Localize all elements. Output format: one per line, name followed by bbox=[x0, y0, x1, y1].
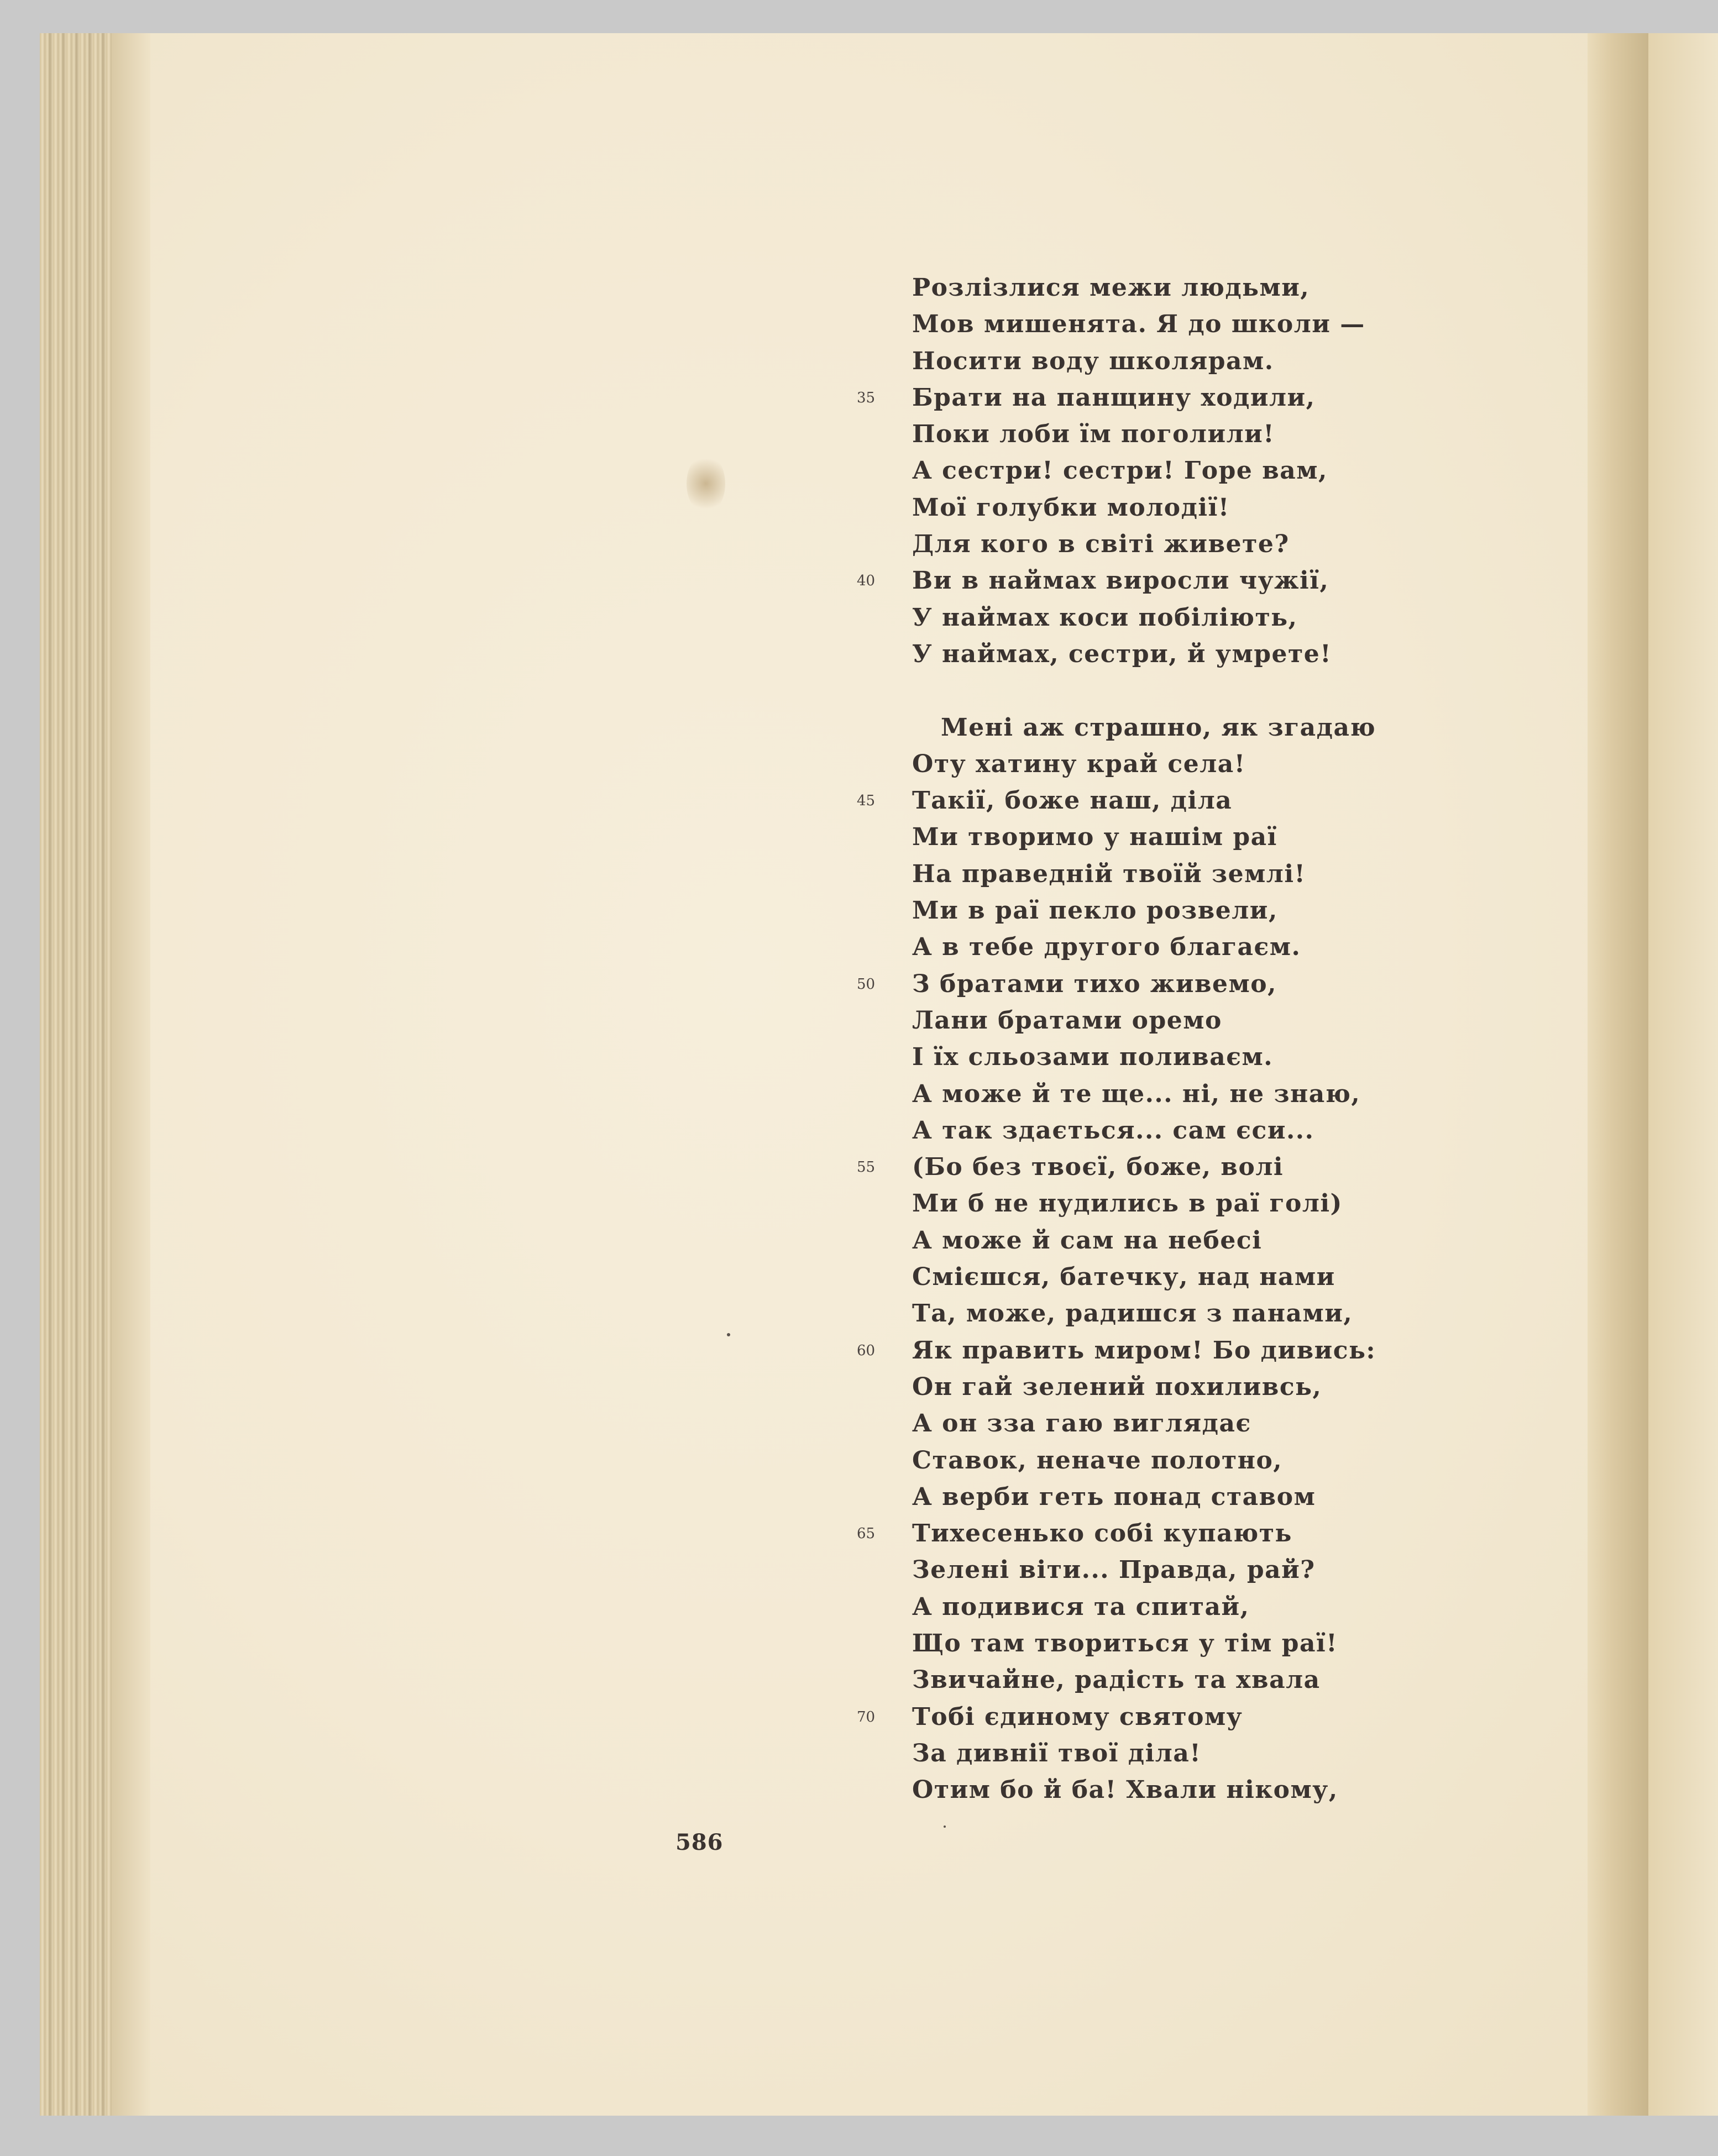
stanza-break bbox=[912, 673, 1410, 709]
verse-text: Такії, боже наш, діла bbox=[912, 786, 1233, 815]
verse-line bbox=[857, 783, 1410, 819]
verse-line bbox=[857, 966, 1410, 1003]
verse-text: Мої голубки молодії! bbox=[912, 493, 1230, 522]
verse-text: А може й сам на небесі bbox=[912, 1226, 1263, 1255]
verse-line bbox=[912, 600, 1410, 636]
verse-line bbox=[912, 526, 1410, 563]
verse-line bbox=[912, 343, 1410, 380]
line-number: 40 bbox=[857, 573, 876, 590]
verse-line bbox=[912, 1662, 1410, 1698]
verse-line bbox=[912, 1405, 1410, 1442]
verse-text: А сестри! сестри! Горе вам, bbox=[912, 457, 1328, 485]
verse-text: Брати на панщину ходили, bbox=[912, 383, 1316, 412]
verse-text: А подивися та спитай, bbox=[912, 1592, 1250, 1621]
verse-line bbox=[857, 1333, 1410, 1369]
verse-text: Он гай зелений похиливсь, bbox=[912, 1372, 1322, 1401]
page-number: 586 bbox=[675, 1829, 724, 1855]
verse-line bbox=[912, 453, 1410, 489]
facing-page-edge bbox=[1648, 33, 1718, 2116]
verse-text: Отим бо й ба! Хвали нікому, bbox=[912, 1776, 1338, 1804]
verse-text: Ми творимо у нашім раї bbox=[912, 823, 1277, 852]
verse-line bbox=[912, 306, 1410, 343]
verse-text: А так здається... сам єси... bbox=[912, 1116, 1314, 1145]
line-number: 45 bbox=[857, 793, 876, 810]
verse-line bbox=[912, 1259, 1410, 1295]
verse-text: Розлізлися межи людьми, bbox=[912, 274, 1310, 302]
verse-text: Оту хатину край села! bbox=[912, 749, 1246, 778]
verse-line bbox=[912, 1039, 1410, 1076]
verse-line bbox=[912, 1442, 1410, 1479]
verse-line bbox=[912, 490, 1410, 526]
verse-text: У наймах коси побіліють, bbox=[912, 603, 1298, 632]
verse-line bbox=[912, 893, 1410, 929]
verse-line bbox=[912, 819, 1410, 856]
verse-line bbox=[912, 1185, 1410, 1222]
book-spread bbox=[40, 33, 1718, 2116]
verse-text: Для кого в світі живете? bbox=[912, 530, 1290, 559]
verse-text: Смієшся, батечку, над нами bbox=[912, 1263, 1335, 1292]
line-number: 50 bbox=[857, 975, 876, 993]
verse-line bbox=[912, 636, 1410, 673]
verse-text: З братами тихо живемо, bbox=[912, 969, 1277, 998]
verse-line bbox=[912, 1223, 1410, 1259]
page-edges bbox=[40, 33, 152, 2116]
book-page bbox=[150, 33, 1637, 2116]
verse-text: А може й те ще... ні, не знаю, bbox=[912, 1079, 1361, 1108]
paper-speck bbox=[944, 1825, 946, 1828]
verse-line bbox=[912, 416, 1410, 453]
verse-text: А в тебе другого благаєм. bbox=[912, 933, 1301, 962]
verse-text: Мені аж страшно, як згадаю bbox=[941, 713, 1376, 742]
verse-text: За дивнії твої діла! bbox=[912, 1739, 1202, 1767]
verse-line bbox=[912, 1295, 1410, 1332]
verse-line bbox=[912, 856, 1410, 893]
verse-line bbox=[912, 710, 1410, 746]
verse-text: Носити воду школярам. bbox=[912, 347, 1274, 375]
verse-line bbox=[912, 1369, 1410, 1405]
verse-line bbox=[912, 1076, 1410, 1113]
verse-line bbox=[912, 746, 1410, 783]
verse-text: Звичайне, радість та хвала bbox=[912, 1666, 1321, 1695]
verse-text: Що там твориться у тім раї! bbox=[912, 1629, 1338, 1657]
verse-text: Ми в раї пекло розвели, bbox=[912, 896, 1278, 925]
verse-text: Та, може, радишся з панами, bbox=[912, 1299, 1353, 1328]
verse-line bbox=[857, 1515, 1410, 1552]
verse-text: Як править миром! Бо дивись: bbox=[912, 1336, 1376, 1365]
verse-line bbox=[857, 563, 1410, 599]
verse-text: Ви в наймах виросли чужії, bbox=[912, 566, 1329, 595]
verse-text: Ставок, неначе полотно, bbox=[912, 1446, 1283, 1475]
verse-line bbox=[857, 1699, 1410, 1735]
verse-text: Лани братами оремо bbox=[912, 1006, 1222, 1035]
verse-text: Поки лоби їм поголили! bbox=[912, 420, 1275, 449]
line-number: 55 bbox=[857, 1159, 876, 1176]
verse-line bbox=[912, 1735, 1410, 1772]
verse-line bbox=[912, 929, 1410, 966]
paper-stain bbox=[687, 453, 725, 514]
verse-line bbox=[912, 270, 1410, 306]
verse-line bbox=[912, 1003, 1410, 1039]
book-gutter bbox=[1588, 33, 1648, 2116]
verse-line bbox=[912, 1113, 1410, 1149]
verse-line bbox=[857, 1149, 1410, 1185]
verse-text: (Бо без твоєї, боже, волі bbox=[912, 1153, 1284, 1182]
verse-line bbox=[912, 1589, 1410, 1625]
verse-line bbox=[912, 1552, 1410, 1588]
paper-speck bbox=[727, 1333, 730, 1336]
verse-text: Зелені віти... Правда, рай? bbox=[912, 1556, 1316, 1585]
verse-line bbox=[857, 380, 1410, 416]
verse-text: Тихесенько собі купають bbox=[912, 1519, 1292, 1548]
line-number: 60 bbox=[857, 1342, 876, 1359]
line-number: 65 bbox=[857, 1525, 876, 1543]
verse-text: Мов мишенята. Я до школи — bbox=[912, 310, 1365, 339]
verse-text: А верби геть понад ставом bbox=[912, 1482, 1316, 1511]
verse-text: У наймах, сестри, й умрете! bbox=[912, 639, 1332, 668]
verse-text: Тобі єдиному святому bbox=[912, 1702, 1243, 1731]
line-number: 35 bbox=[857, 389, 876, 406]
verse-text: Ми б не нудились в раї голі) bbox=[912, 1189, 1343, 1218]
verse-text: На праведній твоїй землі! bbox=[912, 859, 1306, 888]
line-number: 70 bbox=[857, 1708, 876, 1725]
verse-text: А он зза гаю виглядає bbox=[912, 1409, 1251, 1438]
verse-line bbox=[912, 1772, 1410, 1808]
verse-text: І їх сльозами поливаєм. bbox=[912, 1043, 1274, 1072]
verse-line bbox=[912, 1479, 1410, 1515]
poem-text bbox=[857, 270, 1410, 1808]
verse-line bbox=[912, 1625, 1410, 1662]
